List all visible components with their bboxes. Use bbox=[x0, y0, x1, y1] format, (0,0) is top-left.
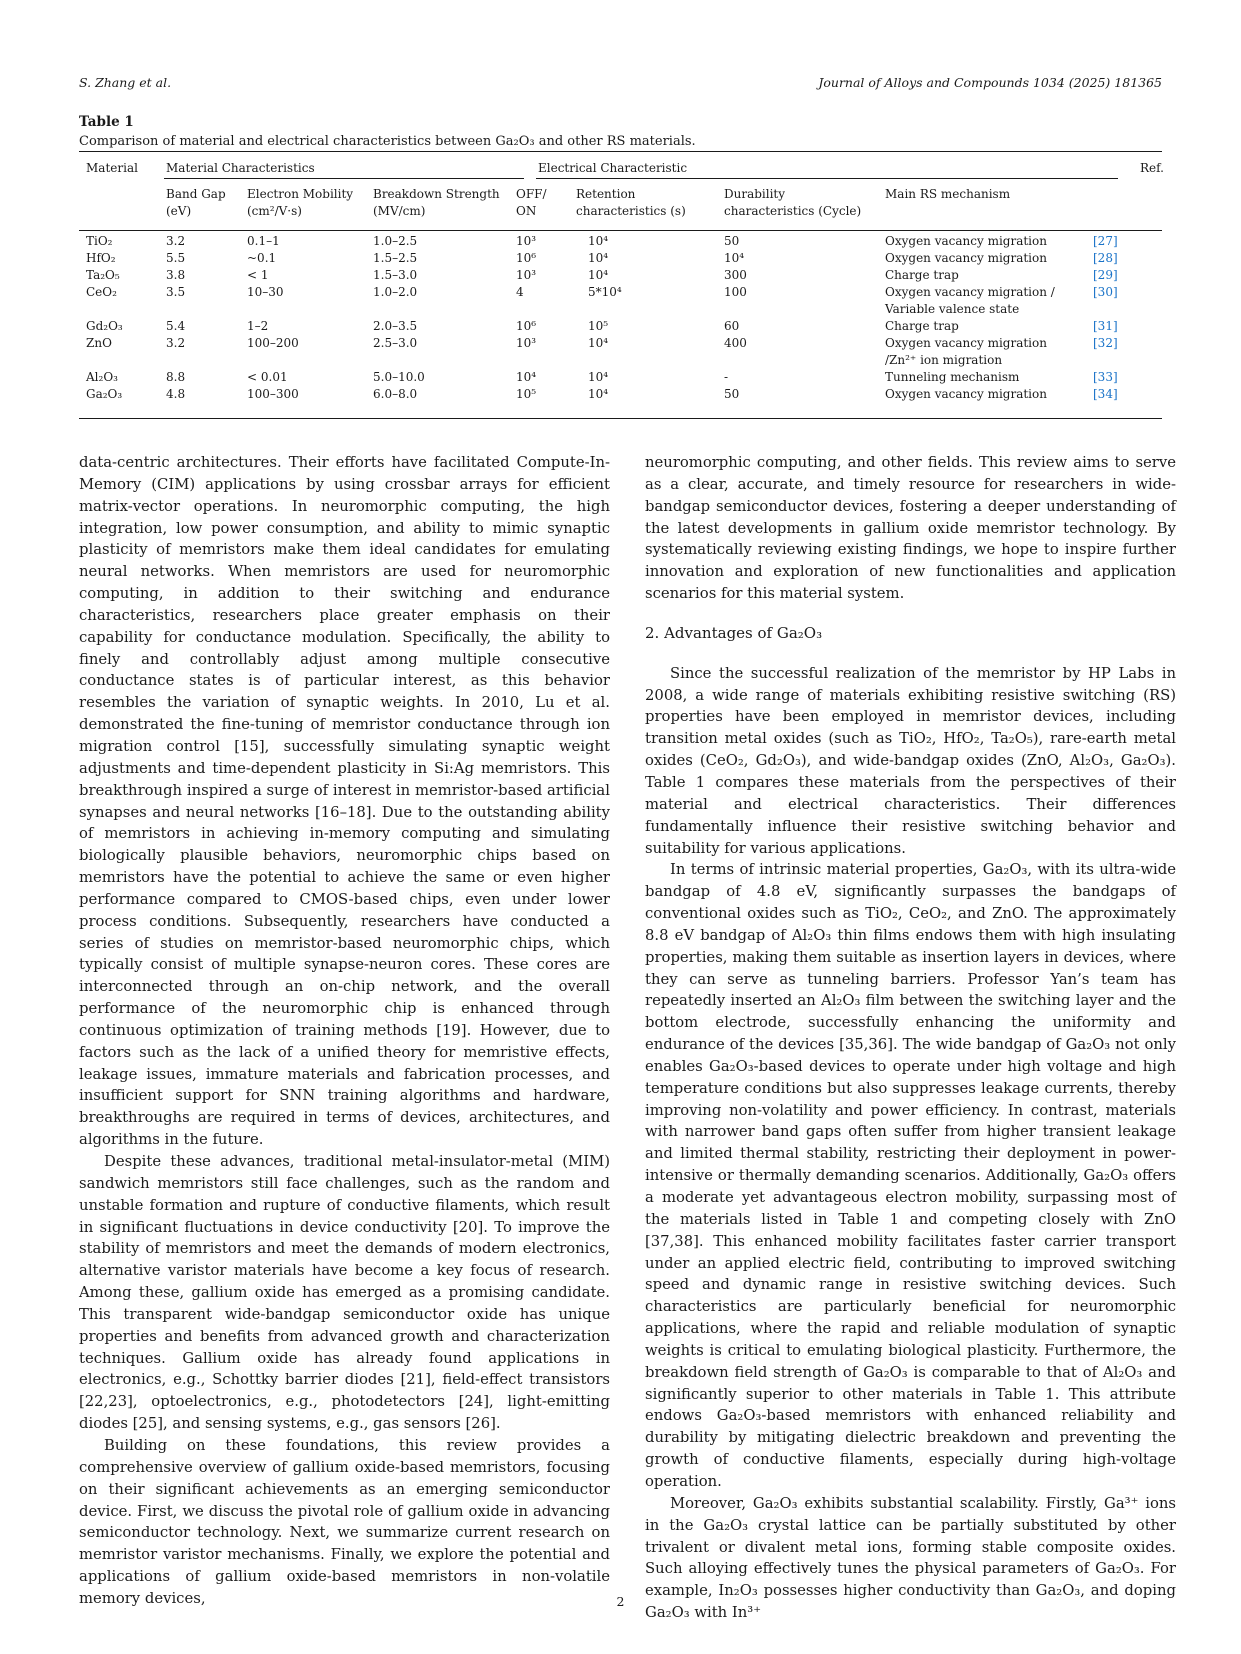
subheader-line1: Band Gap bbox=[166, 187, 226, 201]
cell-mechanism: Oxygen vacancy migration bbox=[885, 336, 1047, 350]
subheader-line2: characteristics (Cycle) bbox=[724, 204, 862, 218]
cell-mechanism: Tunneling mechanism bbox=[885, 370, 1020, 384]
subheader-line2: characteristics (s) bbox=[576, 204, 686, 218]
cell-retention: 10⁴ bbox=[588, 370, 609, 384]
col-header-ref: Ref. bbox=[1140, 161, 1164, 175]
group-rule-material bbox=[164, 178, 524, 179]
cell-mechanism: Oxygen vacancy migration bbox=[885, 387, 1047, 401]
paragraph: Despite these advances, traditional metal-insulator-metal (MIM) sandwich memristors still face challenges, such as the random and unstable formation and rupture of conductive filaments, which result in significant fluctuations in device conductivity [20]. To improve the stability of memristors and meet the demands of modern electronics, alternative varistor materials have become a key focus of research. Among these, gallium oxide has emerged as a promising candidate. This transparent wide-bandgap semiconductor oxide has unique properties and benefits from advanced growth and characterization techniques. Gallium oxide has already found applications in electronics, e.g., Schottky barrier diodes [21], field-effect transistors [22,23], optoelectronics, e.g., photodetectors [24], light-emitting diodes [25], and sensing systems, e.g., gas sensors [26]. bbox=[79, 1153, 610, 1433]
col-header-electrical-characteristic: Electrical Characteristic bbox=[538, 161, 688, 175]
page-number: 2 bbox=[616, 1594, 625, 1609]
cell-material: Gd₂O₃ bbox=[86, 319, 123, 333]
paragraph: neuromorphic computing, and other fields. This review aims to serve as a clear, accurate, and timely resource for researchers in wide-bandgap semiconductor devices, fostering a deeper understanding of the latest developments in gallium oxide memristor technology. By systematically reviewing existing findings, we hope to inspire further innovation and exploration of new functionalities and application scenarios for this material system. bbox=[645, 454, 1176, 603]
cell-durability: 50 bbox=[724, 234, 740, 248]
cell-material: CeO₂ bbox=[86, 285, 117, 299]
table-caption: Comparison of material and electrical characteristics between Ga₂O₃ and other RS materials. bbox=[79, 134, 696, 149]
paragraph: Since the successful realization of the memristor by HP Labs in 2008, a wide range of materials exhibiting resistive switching (RS) properties have been employed in memristor devices, including transition metal oxides (such as TiO₂, HfO₂, Ta₂O₅), rare-earth metal oxides (CeO₂, Gd₂O₃), and wide-bandgap oxides (ZnO, Al₂O₃, Ga₂O₃). Table 1 compares these materials from the perspectives of their material and electrical characteristics. Their differences fundamentally influence their resistive switching behavior and suitability for various applications. bbox=[645, 664, 1176, 857]
cell-breakdown: 2.5–3.0 bbox=[373, 336, 418, 350]
cell-band-gap: 5.4 bbox=[166, 319, 186, 333]
cell-material: ZnO bbox=[86, 336, 112, 350]
cell-band-gap: 3.2 bbox=[166, 336, 186, 350]
cell-mobility: < 1 bbox=[247, 268, 269, 282]
cell-off-on: 10⁶ bbox=[516, 319, 537, 333]
cell-band-gap: 3.2 bbox=[166, 234, 186, 248]
subheader-line1: Durability bbox=[724, 187, 786, 201]
cell-material: HfO₂ bbox=[86, 251, 116, 265]
subheader-line2: ON bbox=[516, 204, 537, 218]
cell-ref: [34] bbox=[1093, 387, 1118, 401]
col-header-material: Material bbox=[86, 161, 138, 175]
cell-mechanism: Charge trap bbox=[885, 319, 959, 333]
cell-durability: 60 bbox=[724, 319, 740, 333]
table-header-rule bbox=[79, 230, 1162, 231]
cell-off-on: 4 bbox=[516, 285, 524, 299]
cell-material: Al₂O₃ bbox=[86, 370, 118, 384]
cell-mobility: 10–30 bbox=[247, 285, 284, 299]
cell-durability: - bbox=[724, 370, 729, 384]
cell-material: TiO₂ bbox=[86, 234, 113, 248]
cell-breakdown: 6.0–8.0 bbox=[373, 387, 418, 401]
subheader-line1: Main RS mechanism bbox=[885, 187, 1011, 201]
table-title: Table 1 bbox=[79, 114, 134, 130]
cell-material: Ga₂O₃ bbox=[86, 387, 123, 401]
cell-breakdown: 1.0–2.0 bbox=[373, 285, 418, 299]
cell-material: Ta₂O₅ bbox=[86, 268, 120, 282]
cell-mobility: 100–200 bbox=[247, 336, 299, 350]
cell-ref: [28] bbox=[1093, 251, 1118, 265]
cell-ref: [32] bbox=[1093, 336, 1118, 350]
cell-ref: [30] bbox=[1093, 285, 1118, 299]
paragraph: Building on these foundations, this review provides a comprehensive overview of gallium oxide-based memristors, focusing on their significant achievements as an emerging semiconductor device. First, we discuss the pivotal role of gallium oxide in advancing semiconductor technology. Next, we summarize current research on memristor varistor mechanisms. Finally, we explore the potential and applications of gallium oxide-based memristors in non-volatile memory devices, bbox=[79, 1436, 610, 1607]
cell-ref: [27] bbox=[1093, 234, 1118, 248]
subheader-line1: Retention bbox=[576, 187, 636, 201]
cell-band-gap: 4.8 bbox=[166, 387, 186, 401]
cell-off-on: 10⁴ bbox=[516, 370, 537, 384]
cell-off-on: 10³ bbox=[516, 336, 537, 350]
cell-mechanism: Oxygen vacancy migration bbox=[885, 251, 1047, 265]
cell-retention: 10⁴ bbox=[588, 268, 609, 282]
table-bottom-rule bbox=[79, 418, 1162, 419]
running-header-journal: Journal of Alloys and Compounds 1034 (2025) 181365 bbox=[818, 75, 1162, 90]
cell-band-gap: 3.5 bbox=[166, 285, 186, 299]
cell-band-gap: 3.8 bbox=[166, 268, 186, 282]
cell-mechanism: Oxygen vacancy migration bbox=[885, 234, 1047, 248]
table-top-rule bbox=[79, 151, 1162, 152]
paragraph: Moreover, Ga₂O₃ exhibits substantial scalability. Firstly, Ga³⁺ ions in the Ga₂O₃ crystal lattice can be partially substituted by other trivalent or divalent metal ions, forming stable composite oxides. Such alloying effectively tunes the physical parameters of Ga₂O₃. For example, In₂O₃ possesses higher conductivity than Ga₂O₃, and doping Ga₂O₃ with In³⁺ bbox=[645, 1494, 1176, 1622]
subheader-line1: Electron Mobility bbox=[247, 187, 354, 201]
cell-mobility: 100–300 bbox=[247, 387, 299, 401]
cell-off-on: 10³ bbox=[516, 234, 537, 248]
cell-off-on: 10⁵ bbox=[516, 387, 537, 401]
subheader-line1: OFF/ bbox=[516, 187, 547, 201]
cell-retention: 10⁴ bbox=[588, 251, 609, 265]
subheader-line1: Breakdown Strength bbox=[373, 187, 500, 201]
subheader-line2: (eV) bbox=[166, 204, 192, 218]
cell-retention: 10⁴ bbox=[588, 387, 609, 401]
subheader-line2: (MV/cm) bbox=[373, 204, 426, 218]
cell-retention: 10⁵ bbox=[588, 319, 609, 333]
cell-mobility: 0.1–1 bbox=[247, 234, 280, 248]
cell-mechanism: Oxygen vacancy migration / bbox=[885, 285, 1055, 299]
paragraph: In terms of intrinsic material properties, Ga₂O₃, with its ultra-wide bandgap of 4.8 eV, significantly surpasses the bandgaps of conventional oxides such as TiO₂, CeO₂, and ZnO. The approximately 8.8 eV bandgap of Al₂O₃ thin films endows them with high insulating properties, making them suitable as insertion layers in devices, where they can serve as tunneling barriers. Professor Yan’s team has repeatedly inserted an Al₂O₃ film between the switching layer and the bottom electrode, successfully enhancing the uniformity and endurance of the devices [35,36]. The wide bandgap of Ga₂O₃ not only enables Ga₂O₃-based devices to operate under high voltage and high temperature conditions but also suppresses leakage currents, thereby improving non-volatility and power efficiency. In contrast, materials with narrower band gaps often suffer from higher transient leakage and limited thermal stability, restricting their deployment in power-intensive or thermally demanding scenarios. Additionally, Ga₂O₃ offers a moderate yet advantageous electron mobility, surpassing most of the materials listed in Table 1 and competing closely with ZnO [37,38]. This enhanced mobility facilitates faster carrier transport under an applied electric field, contributing to improved switching speed and dynamic range in resistive switching devices. Such characteristics are particularly beneficial for neuromorphic applications, where the rapid and reliable modulation of synaptic weights is critical to emulating biological plasticity. Furthermore, the breakdown field strength of Ga₂O₃ is comparable to that of Al₂O₃ and significantly superior to other materials in Table 1. This attribute endows Ga₂O₃-based memristors with enhanced reliability and durability by mitigating dielectric breakdown and preventing the growth of conductive filaments, especially during high-voltage operation. bbox=[645, 861, 1176, 1490]
cell-retention: 10⁴ bbox=[588, 336, 609, 350]
cell-retention: 5*10⁴ bbox=[588, 285, 622, 299]
cell-band-gap: 8.8 bbox=[166, 370, 186, 384]
left-column bbox=[79, 452, 610, 1610]
section-heading: 2. Advantages of Ga₂O₃ bbox=[645, 623, 823, 642]
cell-ref: [33] bbox=[1093, 370, 1118, 384]
paragraph: data-centric architectures. Their efforts have facilitated Compute-In-Memory (CIM) applications by using crossbar arrays for efficient matrix-vector operations. In neuromorphic computing, the high integration, low power consumption, and ability to mimic synaptic plasticity of memristors make them ideal candidates for emulating neural networks. When memristors are used for neuromorphic computing, in addition to their switching and endurance characteristics, researchers place greater emphasis on their capability for conductance modulation. Specifically, the ability to finely and controllably adjust among multiple consecutive conductance states is of particular interest, as this behavior resembles the variation of synaptic weights. In 2010, Lu et al. demonstrated the fine-tuning of memristor conductance through ion migration control [15], successfully simulating synaptic weight adjustments and time-dependent plasticity in Si:Ag memristors. This breakthrough inspired a surge of interest in memristor-based artificial synapses and neural networks [16–18]. Due to the outstanding ability of memristors in achieving in-memory computing and simulating biologically plausible behaviors, neuromorphic chips based on memristors have the potential to achieve the same or even higher performance compared to CMOS-based chips, even under lower process conditions. Subsequently, researchers have conducted a series of studies on memristor-based neuromorphic chips, which typically consist of multiple synapse-neuron cores. These cores are interconnected through an on-chip network, and the overall performance of the neuromorphic chip is enhanced through continuous optimization of training methods [19]. However, due to factors such as the lack of a unified theory for memristive effects, leakage issues, immature materials and fabrication processes, and insufficient support for SNN training algorithms and hardware, breakthroughs are required in terms of devices, architectures, and algorithms in the future. bbox=[79, 454, 610, 1149]
cell-breakdown: 1.5–2.5 bbox=[373, 251, 418, 265]
subheader-line2: (cm²/V·s) bbox=[247, 204, 302, 218]
cell-ref: [31] bbox=[1093, 319, 1118, 333]
cell-mechanism-cont: Variable valence state bbox=[885, 302, 1020, 316]
cell-mobility: 1–2 bbox=[247, 319, 269, 333]
cell-off-on: 10³ bbox=[516, 268, 537, 282]
cell-band-gap: 5.5 bbox=[166, 251, 186, 265]
col-header-material-characteristics: Material Characteristics bbox=[166, 161, 315, 175]
cell-durability: 300 bbox=[724, 268, 747, 282]
cell-durability: 100 bbox=[724, 285, 747, 299]
cell-breakdown: 2.0–3.5 bbox=[373, 319, 418, 333]
cell-breakdown: 5.0–10.0 bbox=[373, 370, 425, 384]
cell-ref: [29] bbox=[1093, 268, 1118, 282]
cell-durability: 10⁴ bbox=[724, 251, 745, 265]
cell-mobility: ~0.1 bbox=[247, 251, 277, 265]
running-header-authors: S. Zhang et al. bbox=[79, 75, 172, 90]
cell-breakdown: 1.5–3.0 bbox=[373, 268, 418, 282]
right-column bbox=[645, 452, 1176, 1624]
cell-durability: 50 bbox=[724, 387, 740, 401]
cell-mobility: < 0.01 bbox=[247, 370, 288, 384]
cell-durability: 400 bbox=[724, 336, 747, 350]
cell-mechanism-cont: /Zn²⁺ ion migration bbox=[885, 353, 1003, 367]
cell-breakdown: 1.0–2.5 bbox=[373, 234, 418, 248]
cell-retention: 10⁴ bbox=[588, 234, 609, 248]
cell-off-on: 10⁶ bbox=[516, 251, 537, 265]
group-rule-electrical bbox=[536, 178, 1118, 179]
cell-mechanism: Charge trap bbox=[885, 268, 959, 282]
